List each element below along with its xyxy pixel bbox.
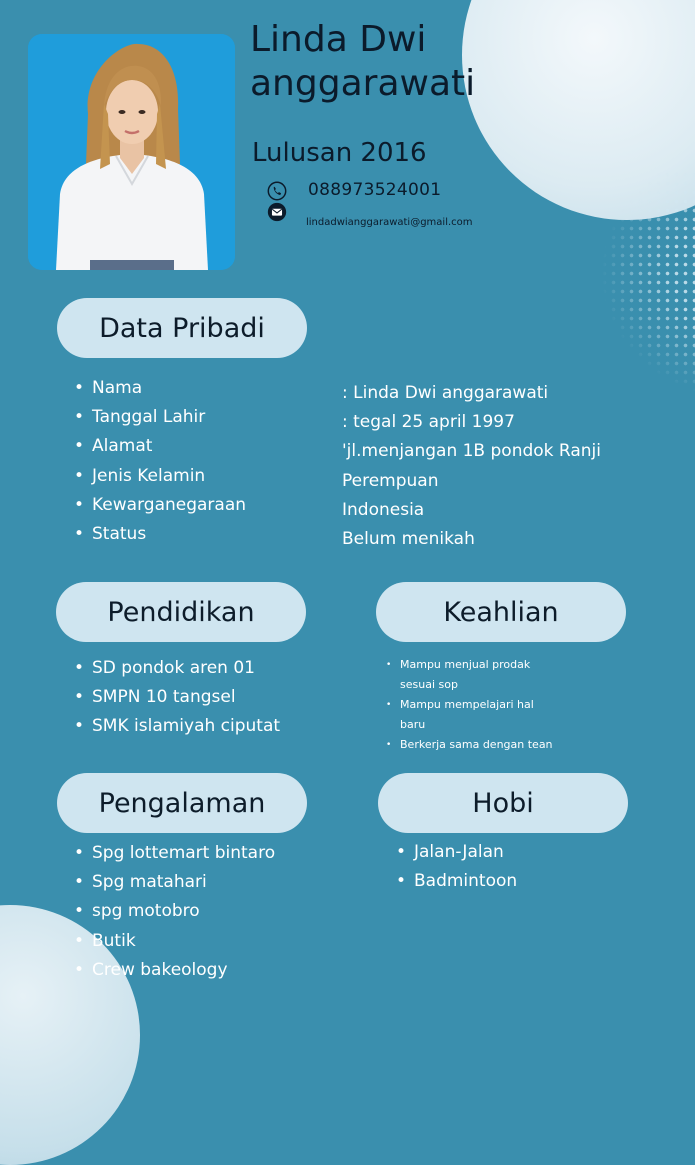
education-list bbox=[74, 654, 280, 742]
value-jenis-kelamin: Perempuan bbox=[342, 470, 439, 491]
label-jenis-kelamin: • Jenis Kelamin bbox=[74, 462, 246, 491]
hobby-list bbox=[396, 838, 517, 896]
section-heading-pendidikan: Pendidikan bbox=[56, 582, 306, 642]
email-address: lindadwianggarawati@gmail.com bbox=[306, 217, 473, 228]
label-nama: • Nama bbox=[74, 374, 246, 403]
section-heading-pengalaman: Pengalaman bbox=[57, 773, 307, 833]
label-tanggal-lahir: • Tanggal Lahir bbox=[74, 403, 246, 432]
mail-icon bbox=[266, 201, 288, 223]
label-alamat: • Alamat bbox=[74, 432, 246, 461]
education-item: • SD pondok aren 01 bbox=[74, 654, 280, 683]
value-tanggal-lahir: : tegal 25 april 1997 bbox=[342, 412, 515, 433]
experience-item: • spg motobro bbox=[74, 897, 275, 926]
value-kewarganegaraan: Indonesia bbox=[342, 499, 425, 520]
skill-item: • Mampu menjual prodak sesuai sop bbox=[386, 655, 556, 695]
experience-item: • Spg lottemart bintaro bbox=[74, 839, 275, 868]
personal-data-values bbox=[342, 379, 601, 554]
decorative-dot-pattern bbox=[600, 170, 695, 400]
skills-list bbox=[386, 655, 556, 755]
profile-photo bbox=[28, 34, 235, 270]
experience-item: • Butik bbox=[74, 927, 275, 956]
experience-list bbox=[74, 839, 275, 985]
hobby-item: • Jalan-Jalan bbox=[396, 838, 517, 867]
experience-item: • Crew bakeology bbox=[74, 956, 275, 985]
section-heading-hobi: Hobi bbox=[378, 773, 628, 833]
education-item: • SMPN 10 tangsel bbox=[74, 683, 280, 712]
value-status: Belum menikah bbox=[342, 529, 475, 550]
experience-item: • Spg matahari bbox=[74, 868, 275, 897]
graduation-year: Lulusan 2016 bbox=[252, 138, 427, 168]
label-kewarganegaraan: • Kewarganegaraan bbox=[74, 491, 246, 520]
section-heading-data-pribadi: Data Pribadi bbox=[57, 298, 307, 358]
label-status: • Status bbox=[74, 520, 246, 549]
section-heading-keahlian: Keahlian bbox=[376, 582, 626, 642]
phone-icon bbox=[266, 180, 288, 202]
education-item: • SMK islamiyah ciputat bbox=[74, 712, 280, 741]
person-name: Linda Dwi anggarawati bbox=[250, 19, 476, 104]
hobby-item: • Badmintoon bbox=[396, 867, 517, 896]
phone-number: 088973524001 bbox=[308, 180, 442, 200]
value-nama: : Linda Dwi anggarawati bbox=[342, 383, 549, 403]
value-alamat: 'jl.menjangan 1B pondok Ranji bbox=[342, 441, 601, 462]
skill-item: • Mampu mempelajari hal baru bbox=[386, 695, 556, 735]
skill-item: • Berkerja sama dengan tean bbox=[386, 735, 556, 755]
profile-photo-illustration bbox=[28, 34, 235, 270]
personal-data-labels bbox=[74, 374, 246, 549]
